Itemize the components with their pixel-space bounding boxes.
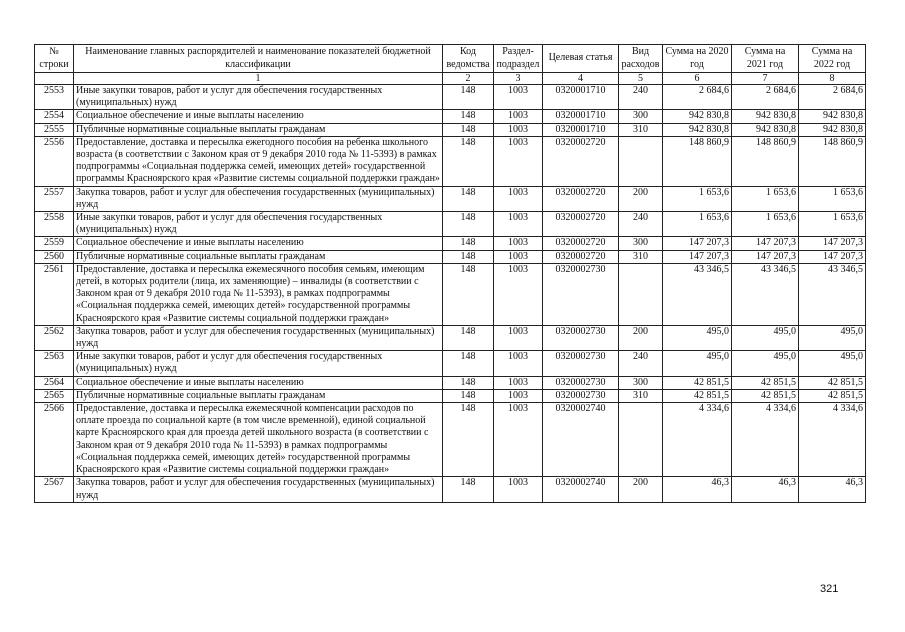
header-department-code: Код ведомства: [443, 45, 494, 73]
department-code: 148: [443, 123, 494, 136]
sum-2020: 495,0: [663, 325, 732, 350]
column-number: 5: [619, 73, 663, 85]
table-row: [35, 403, 866, 477]
indicator-name: Социальное обеспечение и иные выплаты населению: [74, 110, 443, 123]
column-number: 4: [543, 73, 619, 85]
department-code: 148: [443, 85, 494, 110]
target-article: 0320002720: [543, 212, 619, 237]
sum-2020: 1 653,6: [663, 212, 732, 237]
department-code: 148: [443, 263, 494, 325]
header-section: Раздел-подраздел: [494, 45, 543, 73]
sum-2020: 147 207,3: [663, 237, 732, 250]
page-number: 321: [820, 583, 839, 595]
target-article: 0320002720: [543, 136, 619, 186]
department-code: 148: [443, 325, 494, 350]
sum-2020: 42 851,5: [663, 389, 732, 402]
header-row-number: № строки: [35, 45, 74, 73]
sum-2020: 46,3: [663, 477, 732, 502]
row-number: 2561: [35, 263, 74, 325]
expense-type: [619, 136, 663, 186]
expense-type: 200: [619, 186, 663, 211]
row-number: 2557: [35, 186, 74, 211]
sum-2022: 942 830,8: [799, 123, 866, 136]
row-number: 2563: [35, 351, 74, 376]
column-number-row: [35, 73, 866, 85]
section-code: 1003: [494, 477, 543, 502]
header-row: [35, 45, 866, 73]
indicator-name: Иные закупки товаров, работ и услуг для обеспечения государственных (муниципальных) нужд: [74, 85, 443, 110]
target-article: 0320001710: [543, 110, 619, 123]
department-code: 148: [443, 110, 494, 123]
section-code: 1003: [494, 85, 543, 110]
section-code: 1003: [494, 212, 543, 237]
sum-2022: 42 851,5: [799, 389, 866, 402]
indicator-name: Иные закупки товаров, работ и услуг для обеспечения государственных (муниципальных) нужд: [74, 212, 443, 237]
expense-type: 300: [619, 237, 663, 250]
sum-2020: 2 684,6: [663, 85, 732, 110]
sum-2022: 1 653,6: [799, 186, 866, 211]
expense-type: 200: [619, 477, 663, 502]
section-code: 1003: [494, 250, 543, 263]
target-article: 0320002730: [543, 263, 619, 325]
indicator-name: Публичные нормативные социальные выплаты гражданам: [74, 250, 443, 263]
table-row: [35, 477, 866, 502]
indicator-name: Закупка товаров, работ и услуг для обеспечения государственных (муниципальных) нужд: [74, 325, 443, 350]
indicator-name: Закупка товаров, работ и услуг для обеспечения государственных (муниципальных) нужд: [74, 186, 443, 211]
table-row: [35, 237, 866, 250]
sum-2020: 4 334,6: [663, 403, 732, 477]
section-code: 1003: [494, 136, 543, 186]
sum-2021: 46,3: [732, 477, 799, 502]
table-row: [35, 389, 866, 402]
department-code: 148: [443, 237, 494, 250]
row-number: 2562: [35, 325, 74, 350]
expense-type: 310: [619, 250, 663, 263]
table-row: [35, 325, 866, 350]
column-number: 6: [663, 73, 732, 85]
section-code: 1003: [494, 325, 543, 350]
target-article: 0320002730: [543, 389, 619, 402]
target-article: 0320002720: [543, 186, 619, 211]
expense-type: 310: [619, 123, 663, 136]
table-row: [35, 212, 866, 237]
sum-2021: 4 334,6: [732, 403, 799, 477]
header-target-article: Целевая статья: [543, 45, 619, 73]
department-code: 148: [443, 477, 494, 502]
sum-2021: 495,0: [732, 325, 799, 350]
section-code: 1003: [494, 376, 543, 389]
sum-2022: 4 334,6: [799, 403, 866, 477]
sum-2020: 495,0: [663, 351, 732, 376]
column-number: 2: [443, 73, 494, 85]
sum-2022: 147 207,3: [799, 237, 866, 250]
sum-2021: 1 653,6: [732, 212, 799, 237]
expense-type: [619, 263, 663, 325]
table-row: [35, 85, 866, 110]
expense-type: 240: [619, 212, 663, 237]
column-number: 1: [74, 73, 443, 85]
expense-type: 200: [619, 325, 663, 350]
indicator-name: Публичные нормативные социальные выплаты гражданам: [74, 123, 443, 136]
row-number: 2554: [35, 110, 74, 123]
department-code: 148: [443, 136, 494, 186]
row-number: 2555: [35, 123, 74, 136]
target-article: 0320001710: [543, 123, 619, 136]
sum-2022: 148 860,9: [799, 136, 866, 186]
table-row: [35, 376, 866, 389]
indicator-name: Предоставление, доставка и пересылка ежемесячного пособия семьям, имеющим детей, в которых родители (лица, их заменяющие) – инвалиды (в соответствии с Законом края от 9 декабря 2010 года № 11-5393), в рамках подпрограммы «Социальная поддержка семей, имеющих детей» государственной программы Красноярского края «Развитие системы социальной поддержки граждан»: [74, 263, 443, 325]
target-article: 0320002730: [543, 325, 619, 350]
column-number: [35, 73, 74, 85]
target-article: 0320001710: [543, 85, 619, 110]
expense-type: 300: [619, 110, 663, 123]
table-row: [35, 186, 866, 211]
expense-type: 300: [619, 376, 663, 389]
indicator-name: Закупка товаров, работ и услуг для обеспечения государственных (муниципальных) нужд: [74, 477, 443, 502]
section-code: 1003: [494, 351, 543, 376]
column-number: 8: [799, 73, 866, 85]
sum-2020: 148 860,9: [663, 136, 732, 186]
section-code: 1003: [494, 123, 543, 136]
sum-2022: 147 207,3: [799, 250, 866, 263]
row-number: 2559: [35, 237, 74, 250]
sum-2020: 1 653,6: [663, 186, 732, 211]
column-number: 3: [494, 73, 543, 85]
table-body: [35, 85, 866, 503]
section-code: 1003: [494, 263, 543, 325]
sum-2022: 43 346,5: [799, 263, 866, 325]
department-code: 148: [443, 250, 494, 263]
department-code: 148: [443, 351, 494, 376]
header-sum-2021: Сумма на 2021 год: [732, 45, 799, 73]
column-number: 7: [732, 73, 799, 85]
sum-2022: 495,0: [799, 325, 866, 350]
row-number: 2560: [35, 250, 74, 263]
header-expense-type: Вид расходов: [619, 45, 663, 73]
sum-2020: 42 851,5: [663, 376, 732, 389]
target-article: 0320002740: [543, 403, 619, 477]
table-row: [35, 136, 866, 186]
sum-2020: 43 346,5: [663, 263, 732, 325]
expense-type: 240: [619, 351, 663, 376]
indicator-name: Предоставление, доставка и пересылка ежегодного пособия на ребенка школьного возраста (в соответствии с Законом края от 9 декабря 2010 года № 11-5393) в рамках подпрограммы «Социальная поддержка семей, имеющих детей» государственной программы Красноярского края «Развитие системы социальной поддержки граждан»: [74, 136, 443, 186]
row-number: 2553: [35, 85, 74, 110]
table-row: [35, 351, 866, 376]
expense-type: 240: [619, 85, 663, 110]
table-row: [35, 123, 866, 136]
department-code: 148: [443, 389, 494, 402]
budget-table: [34, 44, 866, 503]
sum-2022: 1 653,6: [799, 212, 866, 237]
sum-2021: 147 207,3: [732, 250, 799, 263]
sum-2021: 42 851,5: [732, 376, 799, 389]
department-code: 148: [443, 403, 494, 477]
target-article: 0320002720: [543, 250, 619, 263]
sum-2021: 1 653,6: [732, 186, 799, 211]
sum-2020: 942 830,8: [663, 110, 732, 123]
indicator-name: Социальное обеспечение и иные выплаты населению: [74, 237, 443, 250]
target-article: 0320002720: [543, 237, 619, 250]
sum-2020: 147 207,3: [663, 250, 732, 263]
sum-2022: 495,0: [799, 351, 866, 376]
table-header: [35, 45, 866, 85]
sum-2022: 942 830,8: [799, 110, 866, 123]
header-name: Наименование главных распорядителей и наименование показателей бюджетной классификации: [74, 45, 443, 73]
sum-2021: 43 346,5: [732, 263, 799, 325]
header-sum-2022: Сумма на 2022 год: [799, 45, 866, 73]
row-number: 2565: [35, 389, 74, 402]
section-code: 1003: [494, 110, 543, 123]
expense-type: 310: [619, 389, 663, 402]
department-code: 148: [443, 376, 494, 389]
row-number: 2566: [35, 403, 74, 477]
department-code: 148: [443, 212, 494, 237]
expense-type: [619, 403, 663, 477]
sum-2021: 148 860,9: [732, 136, 799, 186]
row-number: 2567: [35, 477, 74, 502]
section-code: 1003: [494, 186, 543, 211]
indicator-name: Предоставление, доставка и пересылка ежемесячной компенсации расходов по оплате проезда по социальной карте (в том числе временной), единой социальной карте Красноярского края для проезда детей школьного возраста (в соответствии с Законом края от 9 декабря 2010 года № 11-5393) в рамках подпрограммы «Социальная поддержка семей, имеющих детей» государственной программы Красноярского края «Развитие системы социальной поддержки граждан»: [74, 403, 443, 477]
section-code: 1003: [494, 389, 543, 402]
row-number: 2564: [35, 376, 74, 389]
table-row: [35, 110, 866, 123]
section-code: 1003: [494, 403, 543, 477]
sum-2021: 42 851,5: [732, 389, 799, 402]
indicator-name: Публичные нормативные социальные выплаты гражданам: [74, 389, 443, 402]
sum-2022: 46,3: [799, 477, 866, 502]
sum-2020: 942 830,8: [663, 123, 732, 136]
target-article: 0320002730: [543, 376, 619, 389]
indicator-name: Социальное обеспечение и иные выплаты населению: [74, 376, 443, 389]
section-code: 1003: [494, 237, 543, 250]
indicator-name: Иные закупки товаров, работ и услуг для обеспечения государственных (муниципальных) нужд: [74, 351, 443, 376]
table-row: [35, 250, 866, 263]
sum-2021: 2 684,6: [732, 85, 799, 110]
row-number: 2558: [35, 212, 74, 237]
sum-2021: 495,0: [732, 351, 799, 376]
sum-2021: 942 830,8: [732, 123, 799, 136]
department-code: 148: [443, 186, 494, 211]
sum-2021: 147 207,3: [732, 237, 799, 250]
row-number: 2556: [35, 136, 74, 186]
target-article: 0320002740: [543, 477, 619, 502]
target-article: 0320002730: [543, 351, 619, 376]
sum-2022: 42 851,5: [799, 376, 866, 389]
sum-2022: 2 684,6: [799, 85, 866, 110]
table-row: [35, 263, 866, 325]
sum-2021: 942 830,8: [732, 110, 799, 123]
header-sum-2020: Сумма на 2020 год: [663, 45, 732, 73]
